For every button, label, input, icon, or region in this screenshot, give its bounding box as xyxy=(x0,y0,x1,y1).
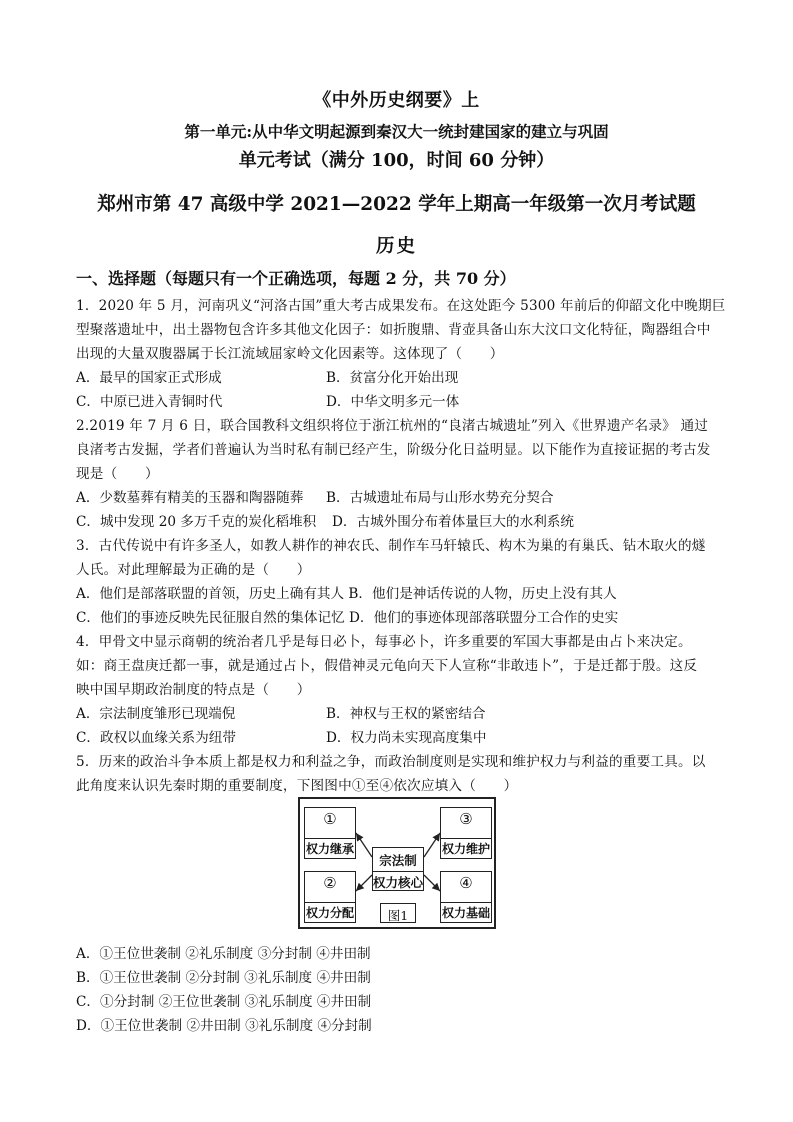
q1-option-c: C．中原已进入青铜时代 xyxy=(76,394,223,410)
arrow-to-box1 xyxy=(356,833,372,857)
q2-option-d: D．古城外围分布着体量巨大的水利系统 xyxy=(332,514,574,530)
center-bottom-text: 权力核心 xyxy=(373,871,423,891)
section-heading: 一、选择题（每题只有一个正确选项，每题 2 分，共 70 分） xyxy=(76,269,516,288)
q5-stem-line: 此角度来认识先秦时期的重要制度，下图图中①至④依次应填入（ ） xyxy=(76,778,518,794)
box2-number: ② xyxy=(323,874,337,892)
figure-box-2 xyxy=(304,871,356,923)
q1-option-b: B．贫富分化开始出现 xyxy=(326,370,459,386)
q5-option-a: A．①王位世袭制 ②礼乐制度 ③分封制 ④井田制 xyxy=(76,946,371,962)
figure-caption: 图1 xyxy=(387,908,409,923)
q2-stem-line: 2.2019 年 7 月 6 日，联合国教科文组织将位于浙江杭州的“良渚古城遗址”列入《世界遗产名录》 通过 xyxy=(76,418,709,434)
box4-label: 权力基础 xyxy=(441,902,491,922)
q1-option-d: D．中华文明多元一体 xyxy=(326,394,460,410)
figure-1-diagram xyxy=(298,797,496,929)
q1-stem-line: 出现的大量双腹器属于长江流域屈家岭文化因素等。这体现了（ ） xyxy=(76,346,504,362)
box3-label: 权力维护 xyxy=(441,838,491,858)
book-title: 《中外历史纲要》上 xyxy=(313,90,480,111)
figure-box-3 xyxy=(440,807,492,859)
q2-option-c: C．城中发现 20 多万千克的炭化稻堆积 xyxy=(76,514,317,530)
figure-box-1 xyxy=(304,807,356,859)
q1-stem-line: 型聚落遗址中，出土器物包含许多其他文化因子：如折腹鼎、背壶具备山东大汶口文化特征，陶器组合中 xyxy=(76,322,711,338)
q3-stem-line: 人氏。对此理解最为正确的是（ ） xyxy=(76,562,311,578)
figure-caption-box xyxy=(380,903,416,923)
figure-center-box xyxy=(372,847,424,891)
q5-option-b: B．①王位世袭制 ②分封制 ③礼乐制度 ④井田制 xyxy=(76,970,371,986)
q3-option-ab: A．他们是部落联盟的首领，历史上确有其人 B．他们是神话传说的人物，历史上没有其人 xyxy=(76,586,617,602)
q4-stem-line: 映中国早期政治制度的特点是（ ） xyxy=(76,682,311,698)
box1-label: 权力继承 xyxy=(305,838,355,858)
q4-stem-line: 如：商王盘庚迁都一事，就是通过占卜，假借神灵元龟向天下人宣称“非敢违卜”，于是迁都于殷。这反 xyxy=(76,658,698,674)
q2-option-b: B．古城遗址布局与山形水势充分契合 xyxy=(326,490,554,506)
box4-number: ④ xyxy=(459,874,473,892)
box2-label: 权力分配 xyxy=(305,902,355,922)
q5-option-d: D．①王位世袭制 ②井田制 ③礼乐制度 ④分封制 xyxy=(76,1018,372,1034)
arrow-to-box2 xyxy=(356,875,372,891)
q4-option-c: C．政权以血缘关系为纽带 xyxy=(76,730,236,746)
q4-stem-line: 4．甲骨文中显示商朝的统治者几乎是每日必卜，每事必卜，许多重要的军国大事都是由占卜来决定。 xyxy=(76,634,692,650)
q1-option-a: A．最早的国家正式形成 xyxy=(76,370,222,386)
q5-stem-line: 5．历来的政治斗争本质上都是权力和利益之争，而政治制度则是实现和维护权力与利益的重要工具。以 xyxy=(76,754,706,770)
unit-title: 第一单元:从中华文明起源到秦汉大一统封建国家的建立与巩固 xyxy=(184,122,609,141)
figure-box-4 xyxy=(440,871,492,923)
q4-option-b: B．神权与王权的紧密结合 xyxy=(326,706,486,722)
center-top-text: 宗法制 xyxy=(379,853,417,868)
q2-stem-line: 现是（ ） xyxy=(76,466,159,482)
arrow-to-box3 xyxy=(424,833,440,857)
box1-number: ① xyxy=(323,810,337,828)
q4-option-d: D．权力尚未实现高度集中 xyxy=(326,730,487,746)
arrow-to-box4 xyxy=(424,875,440,891)
q5-option-c: C．①分封制 ②王位世袭制 ③礼乐制度 ④井田制 xyxy=(76,994,372,1010)
q4-option-a: A．宗法制度雏形已现端倪 xyxy=(76,706,236,722)
subject-title: 历史 xyxy=(375,236,417,257)
q2-option-a: A．少数墓葬有精美的玉器和陶器随葬 xyxy=(76,490,304,506)
box3-number: ③ xyxy=(459,810,473,828)
q1-stem-line: 1．2020 年 5 月，河南巩义“河洛古国”重大考古成果发布。在这处距今 5300 年前后的仰韶文化中晚期巨 xyxy=(76,298,726,314)
q3-option-cd: C．他们的事迹反映先民征服自然的集体记忆 D．他们的事迹体现部落联盟分工合作的史实 xyxy=(76,610,619,626)
q3-stem-line: 3．古代传说中有许多圣人，如教人耕作的神农氏、制作车马轩辕氏、构木为巢的有巢氏、钻木取火的燧 xyxy=(76,538,706,554)
exam-title: 单元考试（满分 100，时间 60 分钟） xyxy=(238,150,555,171)
school-title: 郑州市第 47 高级中学 2021—2022 学年上期高一年级第一次月考试题 xyxy=(97,194,696,215)
q2-stem-line: 良渚考古发掘，学者们普遍认为当时私有制已经产生，阶级分化日益明显。以下能作为直接证据的考古发 xyxy=(76,442,711,458)
